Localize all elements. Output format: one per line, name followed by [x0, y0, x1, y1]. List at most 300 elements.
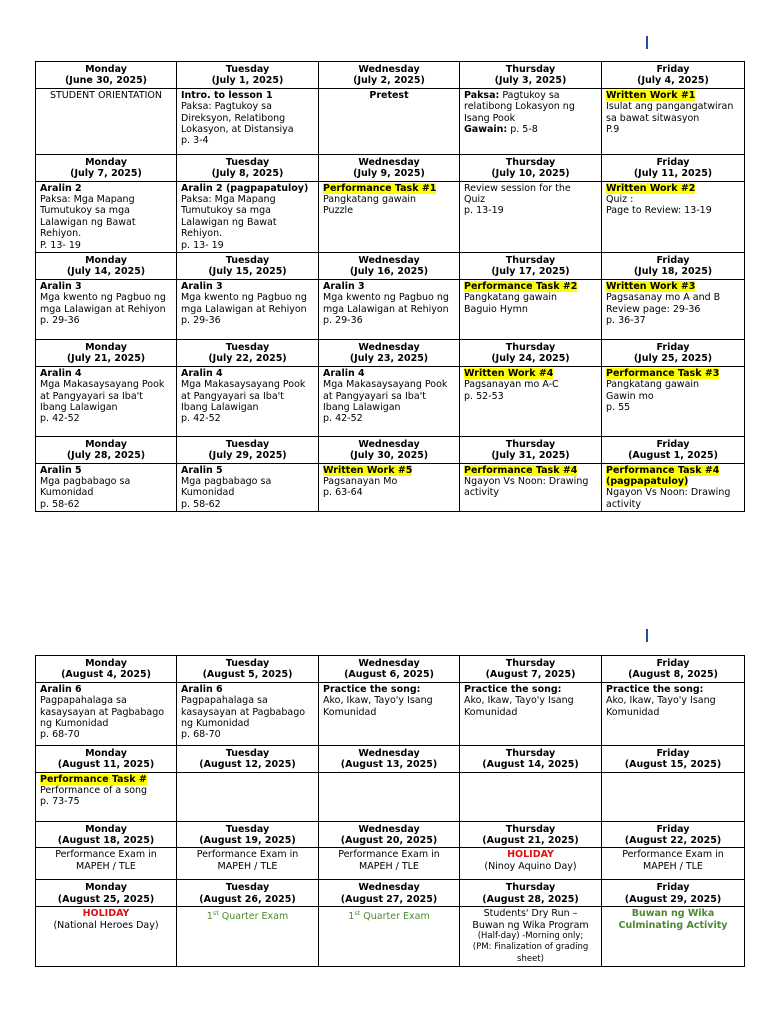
- day-name: Monday: [85, 438, 127, 450]
- cell-text: Puzzle: [323, 205, 354, 217]
- cell-text: Rehiyon.: [181, 228, 223, 240]
- cell-text: p. 36-37: [606, 315, 646, 327]
- cell-text-line: [464, 476, 597, 487]
- cell-text: 1st Quarter Exam: [206, 909, 289, 923]
- day-header-friday: [602, 154, 745, 181]
- day-name: Wednesday: [358, 823, 420, 835]
- cell-text: (Ninoy Aquino Day): [484, 860, 577, 872]
- cell-text: Mga Makasaysayang Pook: [40, 379, 165, 391]
- day-header-wednesday: [319, 62, 460, 89]
- day-date: (July 7, 2025): [70, 168, 142, 180]
- highlighted-label: Written Work #5: [323, 464, 413, 476]
- day-name: Monday: [85, 156, 127, 168]
- day-date: (July 31, 2025): [491, 450, 570, 462]
- day-name: Friday: [656, 255, 690, 267]
- cell-text-line: [323, 849, 455, 860]
- cell-text: 1st Quarter Exam: [348, 909, 430, 923]
- highlighted-label: Performance Task #4: [606, 464, 720, 476]
- day-header-thursday: [460, 880, 602, 907]
- day-date: (July 3, 2025): [494, 75, 567, 87]
- week-header-row: [36, 154, 745, 181]
- cell-text: Mga kwento ng Pagbuo ng: [323, 292, 449, 304]
- day-name: Monday: [85, 255, 127, 267]
- cell-text-line: [40, 684, 172, 695]
- cell-text-line: [464, 183, 597, 194]
- day-cell-friday: [602, 366, 745, 436]
- cell-text: Isulat ang pangangatwiran: [606, 101, 734, 113]
- cell-text-line: [181, 391, 314, 402]
- day-cell-tuesday: [177, 907, 319, 967]
- day-name: Tuesday: [225, 255, 270, 267]
- cell-text-line: [323, 391, 455, 402]
- cell-text-line: [323, 379, 455, 390]
- day-date: (August 8, 2025): [628, 669, 718, 681]
- week-content-row: [36, 88, 745, 154]
- cell-text-line: [323, 487, 455, 498]
- cell-text: HOLIDAY: [507, 849, 554, 861]
- cell-text: Quiz :: [606, 194, 634, 206]
- day-cell-thursday: [460, 88, 602, 154]
- cell-text: Kumonidad: [40, 487, 94, 499]
- week-header-row: [36, 656, 745, 683]
- day-date: (July 28, 2025): [66, 450, 146, 462]
- day-date: (August 15, 2025): [624, 759, 722, 771]
- cell-text: Pagsasanay mo A and B: [606, 292, 721, 304]
- day-name: Thursday: [505, 882, 556, 894]
- cell-text-line: [606, 101, 740, 112]
- cell-text: STUDENT ORIENTATION: [49, 89, 163, 101]
- cell-text-line: [464, 695, 597, 706]
- cell-text: p. 42-52: [181, 413, 221, 425]
- day-date: (July 1, 2025): [211, 75, 284, 87]
- day-cell-tuesday: [177, 848, 319, 880]
- cell-text: Ako, Ikaw, Tayo'y Isang: [606, 695, 716, 707]
- day-header-thursday: [460, 745, 602, 772]
- cell-text-line: [323, 281, 455, 292]
- cell-text: at Pangyayari sa Iba't: [181, 390, 284, 402]
- highlighted-label: Performance Task #: [40, 773, 147, 785]
- day-header-wednesday: [319, 253, 460, 280]
- day-date: (July 29, 2025): [208, 450, 287, 462]
- day-header-friday: [602, 62, 745, 89]
- day-cell-monday: [36, 848, 177, 880]
- cell-text: Lalawigan ng Bawat: [181, 216, 277, 228]
- day-cell-tuesday: [177, 279, 319, 339]
- cell-text: sa bawat sitwasyon: [606, 112, 700, 124]
- day-header-monday: [36, 62, 177, 89]
- cell-text: Tumutukoy sa mga: [181, 205, 271, 217]
- day-cell-wednesday: [319, 772, 460, 821]
- cell-text-line: [40, 194, 172, 205]
- cell-text-line: [181, 707, 314, 718]
- day-cell-monday: [36, 463, 177, 512]
- cell-text: Pagsanayan Mo: [323, 475, 398, 487]
- cell-text: mga Lalawigan at Rehiyon: [40, 303, 166, 315]
- cell-text-line: [606, 695, 740, 706]
- cell-text-line: [464, 931, 597, 942]
- cell-text: Pangkatang gawain: [323, 194, 417, 206]
- cell-text-line: [40, 707, 172, 718]
- day-date: (August 29, 2025): [624, 893, 722, 905]
- cell-text: (National Heroes Day): [53, 919, 159, 931]
- cell-text: Komunidad: [606, 706, 660, 718]
- day-name: Monday: [85, 341, 127, 353]
- highlighted-label: Performance Task #1: [323, 182, 437, 194]
- text-cursor-icon: [646, 629, 648, 642]
- day-name: Wednesday: [358, 255, 420, 267]
- cell-text-line: [323, 707, 455, 718]
- day-name: Friday: [656, 64, 690, 75]
- day-header-monday: [36, 154, 177, 181]
- day-name: Monday: [85, 64, 127, 75]
- day-header-monday: [36, 253, 177, 280]
- cell-text: Gawain:: [464, 124, 508, 136]
- day-header-friday: [602, 656, 745, 683]
- cell-text: P. 13- 19: [40, 239, 81, 251]
- cell-text: at Pangyayari sa Iba't: [323, 390, 426, 402]
- cell-text-line: [606, 194, 740, 205]
- day-date: (August 7, 2025): [485, 669, 576, 681]
- cell-text: Buwan ng Wika: [631, 908, 715, 920]
- cell-text: Paksa:: [464, 89, 500, 101]
- cell-text-line: [181, 729, 314, 740]
- cell-text-line: [606, 465, 740, 476]
- cell-text-line: [323, 908, 455, 923]
- cell-text-line: [464, 861, 597, 872]
- day-header-tuesday: [177, 436, 319, 463]
- cell-text-line: [181, 368, 314, 379]
- cell-text-line: [606, 861, 740, 872]
- cell-text-line: [181, 281, 314, 292]
- highlighted-label: Performance Task #2: [464, 280, 578, 292]
- cell-text-line: [323, 861, 455, 872]
- day-date: (July 30, 2025): [349, 450, 429, 462]
- day-name: Friday: [656, 882, 690, 894]
- day-header-thursday: [460, 154, 602, 181]
- cell-text-line: [40, 281, 172, 292]
- day-header-friday: [602, 339, 745, 366]
- day-cell-monday: [36, 366, 177, 436]
- cell-text-line: [40, 240, 172, 251]
- cell-text: Mga pagbabago sa: [181, 475, 272, 487]
- cell-text-line: [40, 217, 172, 228]
- cell-text: activity: [464, 487, 500, 499]
- cell-text-line: [181, 402, 314, 413]
- cell-text: Culminating Activity: [618, 919, 728, 931]
- week-content-row: [36, 463, 745, 512]
- day-cell-thursday: [460, 463, 602, 512]
- day-header-wednesday: [319, 656, 460, 683]
- day-header-friday: [602, 745, 745, 772]
- cell-text-line: [606, 368, 740, 379]
- highlighted-label: Performance Task #4: [464, 464, 578, 476]
- day-name: Friday: [656, 341, 690, 353]
- week-header-row: [36, 821, 745, 848]
- cell-text-line: [181, 499, 314, 510]
- cell-text: p. 73-75: [40, 796, 80, 808]
- day-cell-wednesday: [319, 907, 460, 967]
- cell-text: Paksa: Mga Mapang: [181, 194, 276, 206]
- cell-text: (PM: Finalization of grading: [472, 942, 589, 953]
- cell-text-line: [464, 908, 597, 919]
- cell-text: Mga kwento ng Pagbuo ng: [40, 292, 166, 304]
- cell-text: p. 42-52: [323, 413, 363, 425]
- cell-text-line: [40, 413, 172, 424]
- day-name: Wednesday: [358, 64, 420, 75]
- cell-text-line: [606, 402, 740, 413]
- day-name: Tuesday: [225, 341, 270, 353]
- day-header-friday: [602, 880, 745, 907]
- day-date: (August 12, 2025): [199, 759, 296, 771]
- cell-text: relatibong Lokasyon ng: [464, 101, 575, 113]
- day-header-friday: [602, 821, 745, 848]
- cell-text-line: [606, 90, 740, 101]
- day-cell-friday: [602, 848, 745, 880]
- cell-text-line: [464, 281, 597, 292]
- cell-text: Performance Exam in: [196, 849, 299, 861]
- cell-text-line: [464, 379, 597, 390]
- week-header-row: [36, 880, 745, 907]
- cell-text-line: [464, 113, 597, 124]
- cell-text: Practice the song:: [606, 683, 704, 695]
- day-cell-thursday: [460, 682, 602, 745]
- day-date: (July 14, 2025): [66, 266, 146, 278]
- cell-text-line: [181, 315, 314, 326]
- cell-text: Aralin 2: [40, 182, 82, 194]
- cell-text: Aralin 4: [181, 367, 223, 379]
- day-cell-wednesday: [319, 279, 460, 339]
- day-name: Thursday: [505, 438, 556, 450]
- day-header-friday: [602, 253, 745, 280]
- day-date: (June 30, 2025): [64, 75, 148, 87]
- week-content-row: [36, 907, 745, 967]
- cell-text: Review session for the: [464, 182, 571, 194]
- cell-text-line: [40, 228, 172, 239]
- cell-text: Mga pagbabago sa: [40, 475, 131, 487]
- highlighted-label: Written Work #1: [606, 89, 696, 101]
- day-name: Monday: [85, 747, 127, 759]
- cell-text-line: [323, 402, 455, 413]
- cell-text-line: [181, 465, 314, 476]
- day-header-tuesday: [177, 745, 319, 772]
- cell-text: Isang Pook: [464, 112, 516, 124]
- cell-text-line: [606, 684, 740, 695]
- cell-text: Intro. to lesson 1: [181, 89, 273, 101]
- cell-text-line: [323, 684, 455, 695]
- cell-text: kasaysayan at Pagbabago: [181, 706, 306, 718]
- cell-text: Quiz: [464, 194, 486, 206]
- cell-text: Review page: 29-36: [606, 303, 701, 315]
- cell-text: at Pangyayari sa Iba't: [40, 390, 143, 402]
- day-cell-monday: [36, 772, 177, 821]
- day-cell-thursday: [460, 772, 602, 821]
- day-header-monday: [36, 339, 177, 366]
- day-name: Friday: [656, 823, 690, 835]
- cell-text-line: [323, 413, 455, 424]
- cell-text-line: [40, 465, 172, 476]
- cell-text: ng Kumonidad: [40, 718, 109, 730]
- cell-text: Pangkatang gawain: [606, 379, 700, 391]
- day-cell-friday: [602, 907, 745, 967]
- cell-text-line: [40, 315, 172, 326]
- day-date: (August 11, 2025): [57, 759, 155, 771]
- cell-text: mga Lalawigan at Rehiyon: [181, 303, 307, 315]
- day-date: (July 8, 2025): [211, 168, 284, 180]
- week-header-row: [36, 436, 745, 463]
- cell-text-line: [606, 487, 740, 498]
- day-name: Thursday: [505, 341, 556, 353]
- day-date: (July 24, 2025): [491, 353, 570, 365]
- day-header-thursday: [460, 339, 602, 366]
- cell-text-line: [464, 194, 597, 205]
- cell-text-line: [40, 90, 172, 101]
- cell-text-line: [464, 849, 597, 860]
- day-header-monday: [36, 745, 177, 772]
- week-content-row: [36, 682, 745, 745]
- cell-text: Pagpapahalaga sa: [181, 695, 268, 707]
- day-date: (July 16, 2025): [349, 266, 429, 278]
- day-name: Tuesday: [225, 156, 270, 168]
- day-cell-monday: [36, 88, 177, 154]
- cell-text: Performance Exam in: [55, 849, 157, 861]
- highlighted-label: Written Work #3: [606, 280, 696, 292]
- cell-text-line: [40, 205, 172, 216]
- schedule-table-july: [35, 61, 745, 512]
- cell-text-line: [40, 487, 172, 498]
- day-name: Friday: [656, 156, 690, 168]
- highlighted-label: Written Work #2: [606, 182, 696, 194]
- cell-text-line: [464, 205, 597, 216]
- day-name: Thursday: [505, 747, 556, 759]
- cell-text-line: [323, 315, 455, 326]
- cell-text: Aralin 2 (pagpapatuloy): [181, 182, 309, 194]
- day-cell-thursday: [460, 907, 602, 967]
- day-date: (July 9, 2025): [353, 168, 425, 180]
- cell-text-line: [181, 379, 314, 390]
- cell-text-line: [606, 849, 740, 860]
- cell-text-line: [181, 135, 314, 146]
- day-cell-tuesday: [177, 682, 319, 745]
- cell-text-line: [464, 124, 597, 135]
- cell-text-line: [464, 391, 597, 402]
- cell-text: Pretest: [369, 89, 409, 101]
- week-content-row: [36, 772, 745, 821]
- week-content-row: [36, 366, 745, 436]
- cell-text: Ako, Ikaw, Tayo'y Isang: [464, 695, 574, 707]
- cell-text: Pagsanayan mo A-C: [464, 379, 559, 391]
- day-name: Thursday: [505, 156, 556, 168]
- day-name: Tuesday: [225, 823, 270, 835]
- cell-text: Ako, Ikaw, Tayo'y Isang: [323, 695, 433, 707]
- week-content-row: [36, 848, 745, 880]
- cell-text-line: [181, 304, 314, 315]
- cell-text: Aralin 6: [181, 683, 223, 695]
- cell-text-line: [606, 124, 740, 135]
- cell-text-line: [181, 908, 314, 923]
- cell-text: Kumonidad: [181, 487, 235, 499]
- cell-text-line: [181, 90, 314, 101]
- cell-text-line: [464, 684, 597, 695]
- day-date: (August 20, 2025): [340, 835, 438, 847]
- day-cell-friday: [602, 181, 745, 252]
- day-name: Wednesday: [358, 658, 420, 669]
- cell-text: Pangkatang gawain: [464, 292, 558, 304]
- day-date: (July 18, 2025): [633, 266, 713, 278]
- day-cell-monday: [36, 279, 177, 339]
- day-name: Wednesday: [358, 341, 420, 353]
- cell-text-line: [606, 315, 740, 326]
- week-header-row: [36, 339, 745, 366]
- day-date: (August 25, 2025): [57, 893, 155, 905]
- day-date: (July 25, 2025): [633, 353, 713, 365]
- cell-text-line: [323, 476, 455, 487]
- day-name: Friday: [656, 747, 690, 759]
- week-header-row: [36, 745, 745, 772]
- cell-text-line: [323, 90, 455, 101]
- day-name: Tuesday: [225, 882, 270, 894]
- cell-text: Aralin 4: [40, 367, 82, 379]
- cell-text-line: [40, 499, 172, 510]
- cell-text: p. 68-70: [40, 729, 80, 741]
- cell-text: mga Lalawigan at Rehiyon: [323, 303, 449, 315]
- cell-text-line: [181, 124, 314, 135]
- cell-text-line: [181, 183, 314, 194]
- cell-text-line: [181, 849, 314, 860]
- day-cell-wednesday: [319, 181, 460, 252]
- highlighted-label: Written Work #4: [464, 367, 554, 379]
- cell-text: MAPEH / TLE: [359, 860, 419, 872]
- cell-text-line: [181, 228, 314, 239]
- cell-text-line: [40, 304, 172, 315]
- cell-text-line: [323, 183, 455, 194]
- day-cell-thursday: [460, 848, 602, 880]
- day-cell-monday: [36, 907, 177, 967]
- day-cell-thursday: [460, 366, 602, 436]
- day-header-monday: [36, 821, 177, 848]
- cell-text: Practice the song:: [323, 683, 421, 695]
- day-cell-wednesday: [319, 463, 460, 512]
- day-cell-friday: [602, 463, 745, 512]
- cell-text-line: [323, 205, 455, 216]
- day-header-wednesday: [319, 821, 460, 848]
- day-date: (August 28, 2025): [482, 893, 579, 905]
- cell-text-line: [464, 954, 597, 965]
- day-date: (July 4, 2025): [637, 75, 709, 87]
- day-cell-wednesday: [319, 848, 460, 880]
- cell-text: HOLIDAY: [82, 908, 130, 920]
- cell-text: Komunidad: [464, 706, 518, 718]
- cell-text: p. 55: [606, 401, 631, 413]
- cell-text: MAPEH / TLE: [76, 860, 136, 872]
- cell-text: MAPEH / TLE: [643, 860, 703, 872]
- cell-text-line: [181, 718, 314, 729]
- day-date: (August 14, 2025): [482, 759, 579, 771]
- day-header-tuesday: [177, 253, 319, 280]
- cell-text: p. 29-36: [40, 315, 80, 327]
- cell-text-line: [40, 920, 172, 931]
- cell-text-line: [40, 476, 172, 487]
- cell-text-line: [40, 368, 172, 379]
- day-cell-wednesday: [319, 88, 460, 154]
- day-header-wednesday: [319, 154, 460, 181]
- cell-text-line: [181, 413, 314, 424]
- day-name: Thursday: [505, 64, 556, 75]
- cell-text: Aralin 3: [323, 280, 365, 292]
- day-name: Wednesday: [358, 747, 420, 759]
- cell-text: p. 58-62: [181, 498, 221, 510]
- day-name: Monday: [85, 823, 127, 835]
- day-date: (August 22, 2025): [624, 835, 722, 847]
